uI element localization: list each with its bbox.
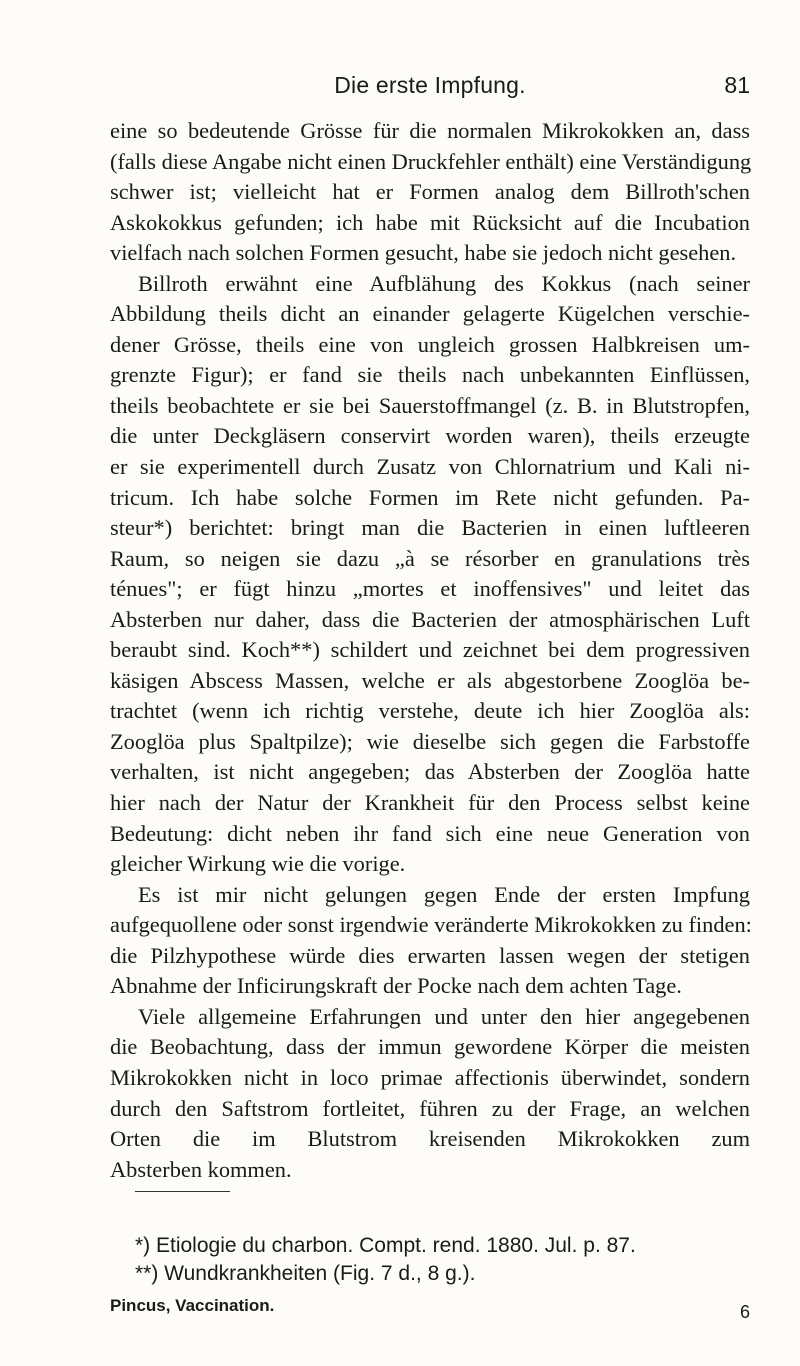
- text-line: trachtet (wenn ich richtig verstehe, deute ich hier Zooglöa als:: [110, 698, 750, 724]
- text-line: Raum, so neigen sie dazu „à se résorber en granulations très: [110, 545, 750, 571]
- text-line: steur*) berichtet: bringt man die Bacterien in einen luftleeren: [110, 515, 750, 541]
- text-line: dener Grösse, theils eine von ungleich grossen Halbkreisen um-: [110, 331, 750, 357]
- footnote-divider: [135, 1191, 230, 1192]
- text-line: verhalten, ist nicht angegeben; das Absterben der Zooglöa hatte: [110, 759, 750, 785]
- text-line: die Pilzhypothese würde dies erwarten lassen wegen der stetigen: [110, 942, 750, 968]
- running-title: Die erste Impfung.: [334, 72, 526, 98]
- footnotes: [135, 1232, 755, 1288]
- text-line: tricum. Ich habe solche Formen im Rete nicht gefunden. Pa-: [110, 484, 750, 510]
- footnote-1: *) Etiologie du charbon. Compt. rend. 1880. Jul. p. 87.: [135, 1234, 636, 1257]
- text-line: Abbildung theils dicht an einander gelagerte Kügelchen verschie-: [110, 301, 750, 327]
- page-footer: [110, 1296, 750, 1326]
- text-line: Billroth erwähnt eine Aufblähung des Kokkus (nach seiner: [138, 270, 750, 296]
- text-line: Askokokkus gefunden; ich habe mit Rücksicht auf die Incubation: [110, 209, 750, 235]
- text-line: ténues"; er fügt hinzu „mortes et inoffensives" und leitet das: [110, 576, 750, 602]
- text-line: Abnahme der Inficirungskraft der Pocke nach dem achten Tage.: [110, 973, 682, 999]
- page-number: 81: [724, 72, 750, 98]
- text-line: hier nach der Natur der Krankheit für den Process selbst keine: [110, 790, 750, 816]
- text-line: käsigen Abscess Massen, welche er als abgestorbene Zooglöa be-: [110, 667, 750, 693]
- text-line: gleicher Wirkung wie die vorige.: [110, 851, 406, 877]
- text-line: Viele allgemeine Erfahrungen und unter den hier angegebenen: [138, 1003, 750, 1029]
- text-line: Orten die im Blutstrom kreisenden Mikrokokken zum: [110, 1126, 750, 1152]
- text-line: durch den Saftstrom fortleitet, führen zu der Frage, an welchen: [110, 1095, 750, 1121]
- text-line: theils beobachtete er sie bei Sauerstoffmangel (z. B. in Blutstropfen,: [110, 392, 750, 418]
- text-line: beraubt sind. Koch**) schildert und zeichnet bei dem progressiven: [110, 637, 750, 663]
- text-line: grenzte Figur); er fand sie theils nach unbekannten Einflüssen,: [110, 362, 750, 388]
- text-line: Mikrokokken nicht in loco primae affectionis überwindet, sondern: [110, 1064, 750, 1090]
- text-line: die unter Deckgläsern conservirt worden waren), theils erzeugte: [110, 423, 750, 449]
- text-line: schwer ist; vielleicht hat er Formen analog dem Billroth'schen: [110, 179, 750, 205]
- text-line: die Beobachtung, dass der immun gewordene Körper die meisten: [110, 1034, 750, 1060]
- text-line: Absterben kommen.: [110, 1156, 292, 1182]
- text-line: Es ist mir nicht gelungen gegen Ende der ersten Impfung: [138, 881, 750, 907]
- text-line: Zooglöa plus Spaltpilze); wie dieselbe sich gegen die Farbstoffe: [110, 728, 750, 754]
- text-line: aufgequollene oder sonst irgendwie veränderte Mikrokokken zu finden:: [110, 912, 752, 938]
- footnote-2: **) Wundkrankheiten (Fig. 7 d., 8 g.).: [135, 1262, 476, 1285]
- text-line: (falls diese Angabe nicht einen Druckfehler enthält) eine Verständigung: [110, 148, 752, 174]
- text-line: Bedeutung: dicht neben ihr fand sich eine neue Generation von: [110, 820, 750, 846]
- text-line: eine so bedeutende Grösse für die normalen Mikrokokken an, dass: [110, 118, 750, 143]
- sheet-number: 6: [739, 1302, 750, 1322]
- page-header: [110, 72, 750, 108]
- body-text: [110, 116, 750, 1185]
- text-line: vielfach nach solchen Formen gesucht, habe sie jedoch nicht gesehen.: [110, 240, 737, 266]
- printer-signature: Pincus, Vaccination.: [110, 1296, 275, 1315]
- text-line: er sie experimentell durch Zusatz von Chlornatrium und Kali ni-: [110, 454, 750, 480]
- text-line: Absterben nur daher, dass die Bacterien der atmosphärischen Luft: [110, 606, 750, 632]
